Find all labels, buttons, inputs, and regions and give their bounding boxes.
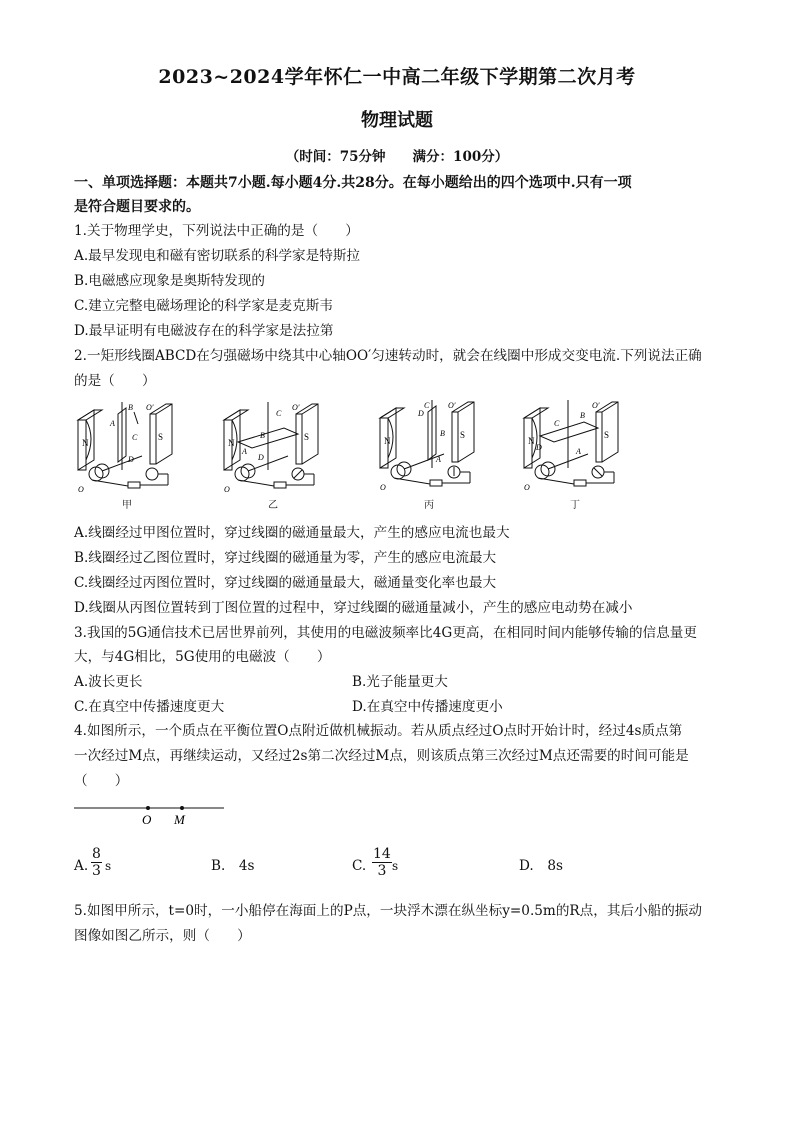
fig-label-a: A xyxy=(576,447,581,456)
fig-label-b: B xyxy=(260,431,265,440)
q1-option-d: D.最早证明有电磁波存在的科学家是法拉第 xyxy=(74,323,334,339)
q3-option-c: C.在真空中传播速度更大 xyxy=(74,699,225,715)
q4-option-c-fraction xyxy=(372,846,392,879)
fig-label-oprime: O′ xyxy=(592,401,600,410)
fig-label-n: N xyxy=(228,438,235,448)
caption-bing: 丙 xyxy=(424,500,434,511)
exam-meta: （时间：75分钟 满分：100分） xyxy=(285,149,509,165)
fig-label-c: C xyxy=(276,409,282,418)
fig-label-s: S xyxy=(304,432,310,442)
oscillation-line-figure xyxy=(72,800,232,830)
q2-option-c: C.线圈经过丙图位置时，穿过线圈的磁通量最大，磁通量变化率也最大 xyxy=(74,575,497,591)
fig-label-n: N xyxy=(384,436,391,446)
q3-option-d: D.在真空中传播速度更小 xyxy=(352,699,503,715)
fig-label-s: S xyxy=(460,430,466,440)
fig-label-o: O xyxy=(380,483,386,492)
fig-label-o: O xyxy=(78,485,84,494)
q2-option-b: B.线圈经过乙图位置时，穿过线圈的磁通量为零，产生的感应电流最大 xyxy=(74,550,497,566)
q4-option-a-prefix: A. xyxy=(74,858,89,874)
q5-stem: 5.如图甲所示，t=0时，一小船停在海面上的P点，一块浮木漂在纵坐标y=0.5m的R点，其后小船的振动 xyxy=(74,903,702,919)
q2-stem: 2.一矩形线圈ABCD在匀强磁场中绕其中心轴OO′匀速转动时，就会在线圈中形成交变电流.下列说法正确 xyxy=(74,348,702,364)
fig-label-b: B xyxy=(580,411,585,420)
q4-option-c-unit: s xyxy=(392,859,399,873)
q2-option-d: D.线圈从丙图位置转到丁图位置的过程中，穿过线圈的磁通量减小，产生的感应电动势在减小 xyxy=(74,600,633,616)
fig-label-a: A xyxy=(242,447,247,456)
fig-label-s: S xyxy=(604,430,610,440)
fig-label-c: C xyxy=(554,419,560,428)
q4-option-b: B. 4s xyxy=(211,858,255,874)
caption-yi: 乙 xyxy=(268,500,278,511)
fraction-denominator: 3 xyxy=(92,863,101,879)
generator-figure-yi xyxy=(218,398,326,494)
q3-stem: 3.我国的5G通信技术已居世界前列，其使用的电磁波频率比4G更高，在相同时间内能够传输的信息量更 xyxy=(74,625,697,641)
fraction-numerator: 8 xyxy=(92,846,101,862)
section-heading: 一、单项选择题：本题共7小题.每小题4分.共28分。在每小题给出的四个选项中.只有一项 xyxy=(74,175,632,191)
fig-label-n: N xyxy=(82,438,89,448)
q4-stem-cont2: （ ） xyxy=(74,773,129,789)
subject-title: 物理试题 xyxy=(361,110,433,131)
point-m-label: M xyxy=(174,812,185,827)
generator-figure-ding xyxy=(518,396,626,492)
q1-option-c: C.建立完整电磁场理论的科学家是麦克斯韦 xyxy=(74,298,333,314)
fig-label-o: O xyxy=(524,483,530,492)
fig-label-b: B xyxy=(128,403,133,412)
q4-stem: 4.如图所示，一个质点在平衡位置O点附近做机械振动。若从质点经过O点时开始计时，经过4s质点第 xyxy=(74,723,683,739)
q3-option-a: A.波长更长 xyxy=(74,674,143,690)
fig-label-a: A xyxy=(110,419,115,428)
q1-option-b: B.电磁感应现象是奥斯特发现的 xyxy=(74,273,266,289)
q4-stem-cont: 一次经过M点，再继续运动，又经过2s第二次经过M点，则该质点第三次经过M点还需要的时间可能是 xyxy=(74,748,689,764)
q1-stem: 1.关于物理学史，下列说法中正确的是（ ） xyxy=(74,223,359,239)
fig-label-d: D xyxy=(418,409,424,418)
point-o-label: O xyxy=(142,812,152,827)
q4-option-d: D. 8s xyxy=(519,858,563,874)
fig-label-a: A xyxy=(436,455,441,464)
fig-label-o: O xyxy=(224,485,230,494)
fig-label-o-prime: O′ xyxy=(146,403,154,412)
fig-label-d: D xyxy=(128,455,134,464)
fig-label-c: C xyxy=(424,401,430,410)
generator-figure-bing xyxy=(374,396,482,492)
caption-ding: 丁 xyxy=(570,500,580,511)
fig-label-d: D xyxy=(258,453,264,462)
q2-option-a: A.线圈经过甲图位置时，穿过线圈的磁通量最大，产生的感应电流也最大 xyxy=(74,525,510,541)
generator-figure-jia xyxy=(72,398,180,494)
q4-option-a-fraction xyxy=(91,846,102,879)
fig-label-c: C xyxy=(132,433,138,442)
fraction-denominator: 3 xyxy=(377,863,387,879)
q5-stem-cont: 图像如图乙所示，则（ ） xyxy=(74,928,251,944)
q2-stem-cont: 的是（ ） xyxy=(74,373,156,389)
exam-title: 2023~2024学年怀仁一中高二年级下学期第二次月考 xyxy=(158,66,636,88)
q1-option-a: A.最早发现电和磁有密切联系的科学家是特斯拉 xyxy=(74,248,361,264)
q4-option-a-unit: s xyxy=(105,859,112,873)
fig-label-oprime: O′ xyxy=(292,403,300,412)
fraction-numerator: 14 xyxy=(373,846,391,862)
fig-label-b: B xyxy=(440,429,445,438)
q3-stem-cont: 大，与4G相比，5G使用的电磁波（ ） xyxy=(74,649,331,665)
q3-option-b: B.光子能量更大 xyxy=(352,674,448,690)
q4-option-c-prefix: C. xyxy=(352,858,367,874)
fig-label-n: N xyxy=(528,436,535,446)
fig-label-s: S xyxy=(158,432,164,442)
fig-label-oprime: O′ xyxy=(448,401,456,410)
caption-jia: 甲 xyxy=(122,500,132,511)
section-heading-cont: 是符合题目要求的。 xyxy=(74,199,200,215)
fig-label-d: D xyxy=(536,443,542,452)
